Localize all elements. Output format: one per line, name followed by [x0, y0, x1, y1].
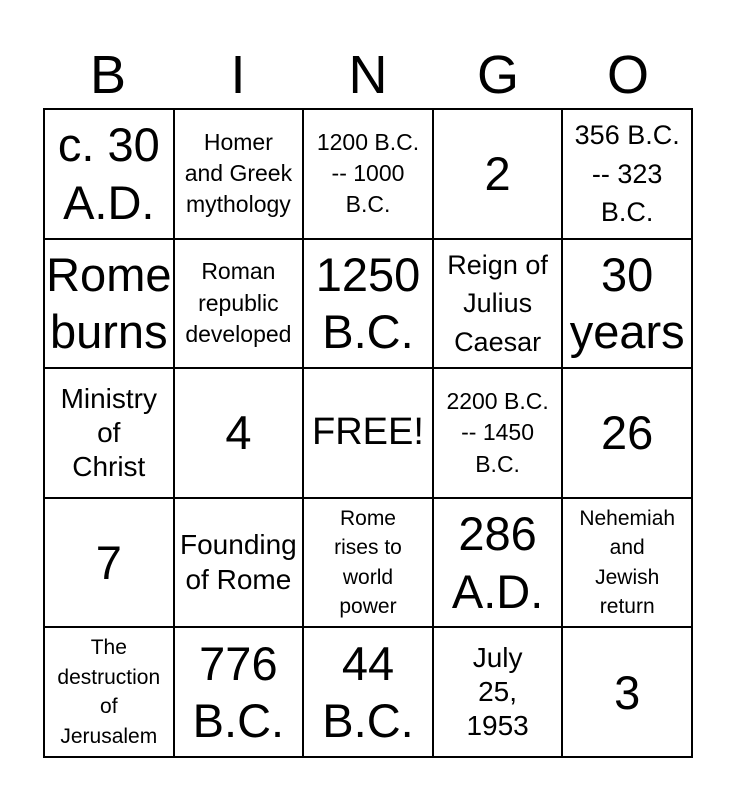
bingo-cell-r4-c5[interactable]	[563, 499, 693, 629]
header-letter-i: I	[230, 45, 246, 105]
cell-text: July 25, 1953	[466, 641, 529, 742]
cell-text: 3	[614, 665, 641, 719]
bingo-cell-r3-c1[interactable]	[45, 369, 175, 499]
bingo-cell-r4-c1[interactable]	[45, 499, 175, 629]
cell-text: c. 30 A.D.	[57, 118, 160, 229]
cell-text: 356 B.C. -- 323 B.C.	[574, 120, 680, 227]
cell-text: The destruction of Jerusalem	[57, 636, 161, 748]
header-letter-b: B	[89, 45, 127, 105]
cell-text: FREE!	[312, 411, 424, 454]
bingo-cell-r5-c1[interactable]	[45, 628, 175, 758]
bingo-cell-r5-c2[interactable]	[175, 628, 305, 758]
bingo-cell-r3-c2[interactable]	[175, 369, 305, 499]
cell-text: 776 B.C.	[192, 636, 285, 748]
cell-text: Founding of Rome	[180, 529, 297, 595]
bingo-cell-r3-c5[interactable]	[563, 369, 693, 499]
cell-text: 44 B.C.	[322, 636, 414, 748]
bingo-cell-r1-c1[interactable]	[45, 110, 175, 240]
cell-text: 30 years	[569, 248, 685, 359]
bingo-cell-r4-c3[interactable]	[304, 499, 434, 629]
bingo-cell-r2-c5[interactable]	[563, 240, 693, 370]
cell-text: 7	[95, 535, 122, 589]
header-letter-n: N	[348, 45, 388, 105]
cell-text: 2	[484, 147, 511, 201]
cell-text: 2200 B.C. -- 1450 B.C.	[446, 388, 549, 477]
cell-text: 286 A.D.	[451, 507, 544, 618]
cell-text: Roman republic developed	[185, 258, 292, 348]
bingo-free-space[interactable]	[304, 369, 434, 499]
cell-text: Rome rises to world power	[334, 506, 402, 618]
cell-text: Nehemiah and Jewish return	[579, 506, 676, 618]
bingo-header	[43, 42, 693, 108]
bingo-cell-r2-c4[interactable]	[434, 240, 564, 370]
bingo-cell-r1-c2[interactable]	[175, 110, 305, 240]
header-letter-o: O	[606, 45, 649, 105]
bingo-cell-r4-c2[interactable]	[175, 499, 305, 629]
cell-text: 4	[225, 406, 252, 460]
cell-text: 1250 B.C.	[315, 248, 421, 359]
bingo-cell-r2-c1[interactable]	[45, 240, 175, 370]
bingo-grid	[43, 108, 693, 758]
cell-text: Ministry of Christ	[60, 382, 158, 483]
header-letter-g: G	[476, 45, 519, 105]
bingo-cell-r5-c3[interactable]	[304, 628, 434, 758]
cell-text: Reign of Julius Caesar	[447, 249, 548, 357]
bingo-cell-r2-c3[interactable]	[304, 240, 434, 370]
bingo-cell-r2-c2[interactable]	[175, 240, 305, 370]
cell-text: 1200 B.C. -- 1000 B.C.	[316, 128, 420, 218]
bingo-cell-r1-c3[interactable]	[304, 110, 434, 240]
bingo-cell-r1-c5[interactable]	[563, 110, 693, 240]
cell-text: 26	[601, 406, 654, 460]
cell-text: Homer and Greek mythology	[184, 128, 293, 218]
bingo-cell-r1-c4[interactable]	[434, 110, 564, 240]
cell-text: Rome burns	[46, 248, 172, 359]
bingo-cell-r3-c4[interactable]	[434, 369, 564, 499]
bingo-cell-r5-c4[interactable]	[434, 628, 564, 758]
bingo-cell-r5-c5[interactable]	[563, 628, 693, 758]
bingo-cell-r4-c4[interactable]	[434, 499, 564, 629]
